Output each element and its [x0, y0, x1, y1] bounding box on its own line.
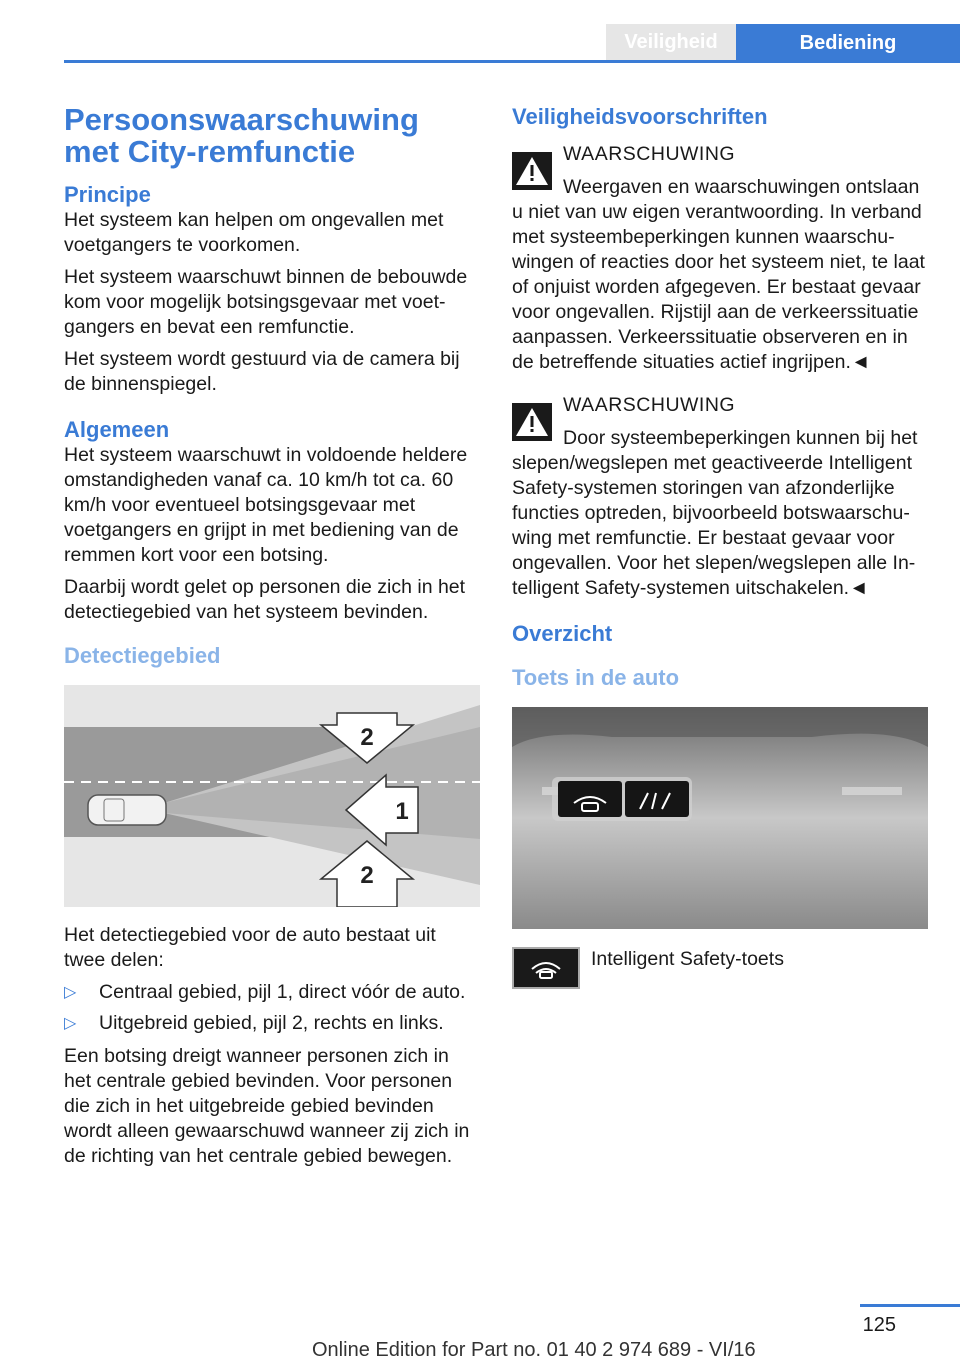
toets-in-de-auto-heading: Toets in de auto: [512, 665, 680, 690]
algemeen-paragraph-1: Het systeem waarschuwt in voldoende heldere omstandigheden vanaf ca. 10 km/h tot ca. 60 km/h voor eventueel botsingsgevaar met voetgangers en grijpt in met bediening van de remmen kort voor een botsing.: [64, 444, 468, 566]
algemeen-paragraph-2: Daarbij wordt gelet op personen die zich in het detectiegebied van het systeem bevinden.: [64, 576, 466, 623]
arrow-1-label: 1: [395, 798, 409, 825]
tab-bediening[interactable]: Bediening: [736, 24, 960, 63]
detection-zone-list: [64, 980, 480, 1036]
list-item-text: Centraal gebied, pijl 1, direct vóór de auto.: [99, 981, 466, 1003]
car-console-photo: [512, 707, 928, 929]
header-rule: [64, 60, 960, 63]
list-item-text: Uitgebreid gebied, pijl 2, rechts en links.: [99, 1012, 444, 1034]
list-item: [64, 980, 480, 1005]
warning-triangle-icon: [512, 152, 552, 190]
page-number: 125: [862, 1314, 896, 1336]
principe-paragraph-3: Het systeem wordt gestuurd via de camera bij de binnenspiegel.: [64, 348, 460, 395]
car: [88, 795, 166, 825]
right-column: [512, 104, 928, 989]
footer-edition: Online Edition for Part no. 01 40 2 974 689 - VI/16: [312, 1339, 756, 1361]
warning-block-2: [512, 393, 928, 601]
principe-heading: Principe: [64, 182, 151, 207]
overzicht-heading: Overzicht: [512, 621, 613, 646]
detection-area-diagram: [64, 685, 480, 907]
triangle-bullet-icon: ▷: [64, 984, 77, 1001]
list-item: [64, 1011, 480, 1036]
warning-1-text: Weergaven en waarschuwingen ontslaan u niet van uw eigen verantwoording. In verband met systeembeperkingen kunnen waarschuwingen of reacties door het systeem niet, te laat of onjuist worden afgegeven. Er bestaat gevaar voor ongevallen. Rijstijl aan de verkeerssituatie aanpassen. Verkeerssituatie observeren en in de betreffende situaties actief ingrijpen.◄: [512, 176, 925, 373]
triangle-bullet-icon: ▷: [64, 1015, 77, 1032]
detectie-paragraph-2: Een botsing dreigt wanneer personen zich in het centrale gebied bevinden. Voor personen die zich in het uitgebreide gebied bevinden wordt alleen gewaarschuwd wanneer zij zich in de richting van het centrale gebied bewegen.: [64, 1045, 470, 1167]
arrow-2-top-label: 2: [360, 724, 374, 751]
warning-block-1: [512, 142, 928, 375]
warning-1-label: WAARSCHUWING: [563, 143, 736, 165]
page-title: Persoonswaarschuwing met City-remfunctie: [64, 102, 419, 169]
detectie-paragraph-1: Het detectiegebied voor de auto bestaat uit twee delen:: [64, 924, 436, 971]
principe-paragraph-2: Het systeem waarschuwt binnen de bebouwde kom voor mogelijk botsingsgevaar met voetgangers en bevat een remfunctie.: [64, 266, 468, 338]
warning-2-label: WAARSCHUWING: [563, 394, 736, 416]
detectiegebied-heading: Detectiegebied: [64, 643, 221, 668]
legend-row: [512, 947, 928, 989]
tab-veiligheid[interactable]: Veiligheid: [606, 24, 736, 60]
page-number-rule: [860, 1304, 960, 1307]
detection-area-figure: [64, 685, 480, 907]
veiligheidsvoorschriften-heading: Veiligheidsvoorschriften: [512, 104, 768, 129]
arrow-2-bottom-label: 2: [360, 862, 374, 889]
button-photo: [512, 707, 928, 929]
legend-label: Intelligent Safety-toets: [591, 948, 784, 970]
lane-departure-button[interactable]: [625, 781, 689, 817]
warning-2-text: Door systeembeperkingen kunnen bij het slepen/wegslepen met geactiveerde Intelligent Safety-systemen storingen van afzonderlijke functies optreden, bijvoorbeeld botswaarschuwing met remfunctie. Er bestaat gevaar voor ongevallen. Voor het slepen/wegslepen alle Intelligent Safety-systemen uitschakelen.◄: [512, 427, 918, 599]
warning-triangle-icon: [512, 403, 552, 441]
intelligent-safety-icon: [512, 947, 580, 989]
left-column: [64, 104, 480, 1176]
algemeen-heading: Algemeen: [64, 417, 170, 442]
console-trim-right: [842, 787, 902, 795]
principe-paragraph-1: Het systeem kan helpen om ongevallen met voetgangers te voorkomen.: [64, 209, 444, 256]
